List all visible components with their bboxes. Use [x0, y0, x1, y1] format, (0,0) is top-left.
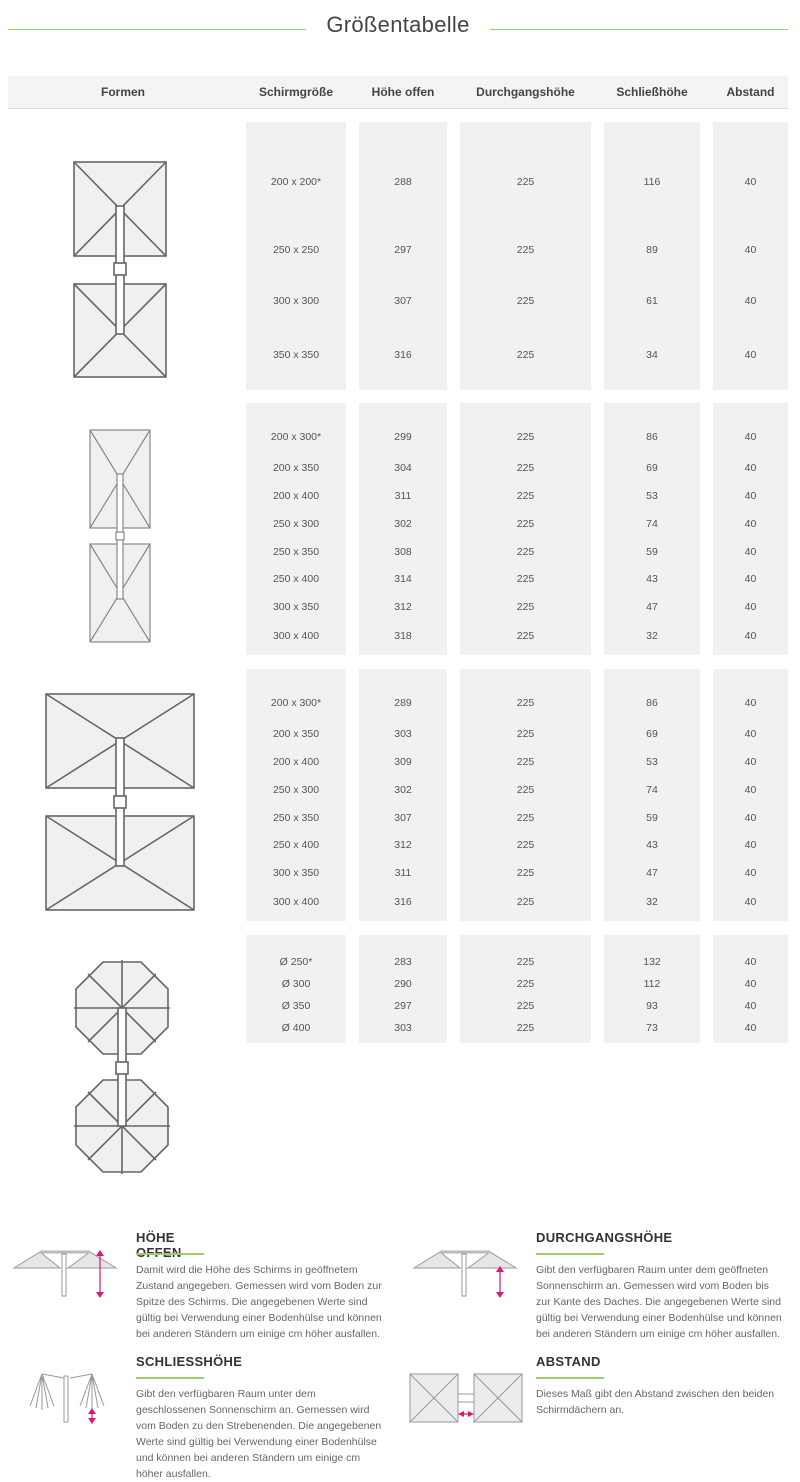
table-cell: 314: [394, 573, 412, 585]
table-cell: 307: [394, 812, 412, 824]
legend-text-abstand: Dieses Maß gibt den Abstand zwischen den beiden Schirmdächern an.: [536, 1388, 775, 1416]
closed-height-icon: [22, 1370, 112, 1426]
passage-height-icon: [410, 1244, 520, 1304]
table-cell: 200 x 400: [272, 490, 320, 502]
table-cell: 43: [646, 839, 658, 851]
table-cell: 225: [516, 756, 535, 768]
column-schliesshoehe: [604, 935, 700, 1043]
table-cell: 86: [646, 431, 658, 443]
table-cell: 225: [516, 784, 535, 796]
height-open-icon: [10, 1244, 120, 1304]
table-cell: 283: [394, 956, 412, 968]
table-cell: 289: [394, 697, 412, 709]
column-schirmgroesse: [246, 403, 346, 655]
table-header: [8, 76, 788, 109]
table-cell: 312: [394, 839, 412, 851]
legend-title-durchgangshoehe: DURCHGANGSHÖHE: [536, 1230, 673, 1245]
table-cell: 300 x 350: [272, 867, 320, 879]
table-cell: 40: [744, 518, 757, 530]
table-cell: 86: [646, 697, 658, 709]
table-cell: 47: [646, 867, 658, 879]
table-cell: 69: [646, 462, 658, 474]
table-cell: 40: [744, 956, 757, 968]
table-cell: 73: [646, 1022, 658, 1034]
table-cell: 303: [394, 728, 412, 740]
legend-title-abstand: ABSTAND: [536, 1354, 601, 1369]
legend-title-schliesshoehe: SCHLIESSHÖHE: [136, 1354, 243, 1369]
table-cell: 316: [394, 349, 412, 361]
table-cell: 250 x 400: [272, 839, 320, 851]
table-cell: 40: [744, 896, 757, 908]
table-cell: 225: [516, 518, 535, 530]
table-cell: 225: [516, 728, 535, 740]
table-cell: 299: [394, 431, 412, 443]
table-cell: 297: [394, 244, 412, 256]
table-cell: 350 x 350: [272, 349, 320, 361]
table-cell: 40: [744, 1000, 757, 1012]
column-durchgangshoehe: [460, 122, 591, 390]
column-schliesshoehe: [604, 122, 700, 390]
column-hoehe-offen: [359, 122, 447, 390]
table-cell: 225: [516, 978, 535, 990]
legend-rule: [536, 1377, 604, 1379]
legend-rule: [136, 1377, 204, 1379]
column-schirmgroesse: [246, 669, 346, 921]
table-cell: 311: [394, 867, 412, 879]
table-cell: Ø 250*: [279, 956, 313, 968]
table-cell: Ø 350: [281, 1000, 311, 1012]
table-cell: 59: [646, 812, 658, 824]
table-cell: 303: [394, 1022, 412, 1034]
table-cell: 40: [744, 784, 757, 796]
table-cell: 40: [744, 978, 757, 990]
column-hoehe-offen: [359, 403, 447, 655]
table-cell: 307: [394, 295, 412, 307]
table-cell: 225: [516, 812, 535, 824]
table-cell: 225: [516, 244, 535, 256]
table-cell: 225: [516, 956, 535, 968]
table-cell: 40: [744, 697, 757, 709]
column-hoehe-offen: [359, 669, 447, 921]
table-cell: 40: [744, 295, 757, 307]
table-cell: 250 x 250: [272, 244, 320, 256]
table-cell: 40: [744, 431, 757, 443]
table-cell: 316: [394, 896, 412, 908]
table-cell: 40: [744, 812, 757, 824]
table-cell: 300 x 400: [272, 896, 320, 908]
table-cell: 300 x 350: [272, 601, 320, 613]
table-cell: 225: [516, 1022, 535, 1034]
table-cell: 32: [646, 630, 658, 642]
column-abstand: [713, 669, 788, 921]
table-cell: Ø 300: [281, 978, 311, 990]
table-cell: 61: [646, 295, 658, 307]
table-cell: 225: [516, 490, 535, 502]
table-cell: 40: [744, 573, 757, 585]
table-cell: 225: [516, 573, 535, 585]
table-cell: 116: [643, 176, 661, 188]
table-cell: 225: [516, 867, 535, 879]
table-cell: 225: [516, 697, 535, 709]
table-cell: 34: [646, 349, 658, 361]
table-cell: 225: [516, 896, 535, 908]
table-cell: 312: [394, 601, 412, 613]
table-cell: 200 x 300*: [270, 697, 322, 709]
table-cell: 297: [394, 1000, 412, 1012]
column-durchgangshoehe: [460, 669, 591, 921]
column-schirmgroesse: [246, 935, 346, 1043]
table-cell: 302: [394, 784, 412, 796]
table-cell: 40: [744, 546, 757, 558]
table-cell: 304: [394, 462, 412, 474]
header-schirmgroesse: Schirmgröße: [258, 85, 333, 99]
landscape-umbrella-shape: [42, 690, 198, 914]
table-cell: 225: [516, 431, 535, 443]
column-abstand: [713, 122, 788, 390]
table-cell: 132: [643, 956, 661, 968]
table-cell: 74: [646, 784, 658, 796]
table-cell: 290: [394, 978, 412, 990]
table-cell: 250 x 400: [272, 573, 320, 585]
table-cell: 40: [744, 867, 757, 879]
table-cell: 40: [744, 728, 757, 740]
table-cell: 250 x 350: [272, 546, 320, 558]
table-cell: 40: [744, 1022, 757, 1034]
table-cell: 200 x 400: [272, 756, 320, 768]
table-cell: 40: [744, 601, 757, 613]
table-cell: 302: [394, 518, 412, 530]
table-cell: 40: [744, 490, 757, 502]
title-divider-right: [490, 29, 788, 30]
table-cell: 308: [394, 546, 412, 558]
table-cell: 40: [744, 462, 757, 474]
column-abstand: [713, 935, 788, 1043]
legend-rule: [136, 1253, 204, 1255]
column-hoehe-offen: [359, 935, 447, 1043]
header-abstand: Abstand: [726, 85, 775, 99]
table-cell: Ø 400: [281, 1022, 311, 1034]
column-schliesshoehe: [604, 403, 700, 655]
table-cell: 53: [646, 490, 658, 502]
table-cell: 311: [394, 490, 412, 502]
table-cell: 225: [516, 1000, 535, 1012]
table-cell: 225: [516, 462, 535, 474]
octagon-umbrella-shape: [70, 956, 174, 1180]
table-cell: 225: [516, 839, 535, 851]
table-cell: 250 x 300: [272, 784, 320, 796]
legend-text-schliesshoehe: Gibt den verfügbaren Raum unter dem geschlossenen Sonnenschirm an. Gemessen wird vom Boden zu den Strebenenden. Die angegebenen Werte sind gültig bei Verwendung einer Bodenhülse und können bei anderen Ständern um einige cm höher ausfallen.: [136, 1388, 382, 1480]
distance-icon: [408, 1372, 524, 1424]
table-cell: 200 x 350: [272, 462, 320, 474]
header-hoehe-offen: Höhe offen: [371, 85, 435, 99]
table-cell: 288: [394, 176, 412, 188]
table-cell: 32: [646, 896, 658, 908]
table-cell: 200 x 300*: [270, 431, 322, 443]
table-cell: 250 x 300: [272, 518, 320, 530]
title-row: [8, 10, 788, 50]
table-cell: 300 x 300: [272, 295, 320, 307]
table-cell: 40: [744, 839, 757, 851]
table-cell: 250 x 350: [272, 812, 320, 824]
table-cell: 69: [646, 728, 658, 740]
table-cell: 200 x 200*: [270, 176, 322, 188]
legend-title-hoehe-offen: HÖHE: [136, 1230, 175, 1245]
column-durchgangshoehe: [460, 403, 591, 655]
legend-text-durchgangshoehe: Gibt den verfügbaren Raum unter dem geöffneten Sonnenschirm an. Gemessen wird vom Boden bis zur Kante des Daches. Die angegebenen Werte sind gültig bei Verwendung einer Bodenhülse und können bei anderen Ständern um einige cm höher ausfallen.: [536, 1264, 782, 1340]
table-cell: 40: [744, 756, 757, 768]
table-cell: 225: [516, 630, 535, 642]
table-cell: 59: [646, 546, 658, 558]
table-cell: 300 x 400: [272, 630, 320, 642]
square-umbrella-shape: [70, 158, 174, 382]
column-abstand: [713, 403, 788, 655]
table-cell: 89: [646, 244, 658, 256]
header-durchgangshoehe: Durchgangshöhe: [476, 85, 575, 99]
table-cell: 225: [516, 349, 535, 361]
table-cell: 53: [646, 756, 658, 768]
header-formen: Formen: [100, 85, 145, 99]
column-schliesshoehe: [604, 669, 700, 921]
table-cell: 225: [516, 176, 535, 188]
table-cell: 40: [744, 630, 757, 642]
table-cell: 43: [646, 573, 658, 585]
table-cell: 40: [744, 244, 757, 256]
portrait-umbrella-shape: [86, 426, 154, 646]
table-cell: 225: [516, 295, 535, 307]
table-cell: 309: [394, 756, 412, 768]
column-durchgangshoehe: [460, 935, 591, 1043]
table-cell: 40: [744, 176, 757, 188]
header-schliesshoehe: Schließhöhe: [616, 85, 688, 99]
table-cell: 47: [646, 601, 658, 613]
table-cell: 112: [643, 978, 661, 990]
legend-text-hoehe-offen: Damit wird die Höhe des Schirms in geöffnetem Zustand angegeben. Gemessen wird vom Boden zur Spitze des Schirms. Die angegebenen Werte sind gültig bei Verwendung einer Bodenhülse und können bei anderen Ständern um einige cm höher ausfallen.: [136, 1264, 382, 1340]
table-cell: 74: [646, 518, 658, 530]
table-cell: 93: [646, 1000, 658, 1012]
page-title: Größentabelle: [326, 12, 470, 37]
table-cell: 225: [516, 546, 535, 558]
legend-rule: [536, 1253, 604, 1255]
table-cell: 40: [744, 349, 757, 361]
table-cell: 200 x 350: [272, 728, 320, 740]
table-cell: 225: [516, 601, 535, 613]
column-schirmgroesse: [246, 122, 346, 390]
table-cell: 318: [394, 630, 412, 642]
